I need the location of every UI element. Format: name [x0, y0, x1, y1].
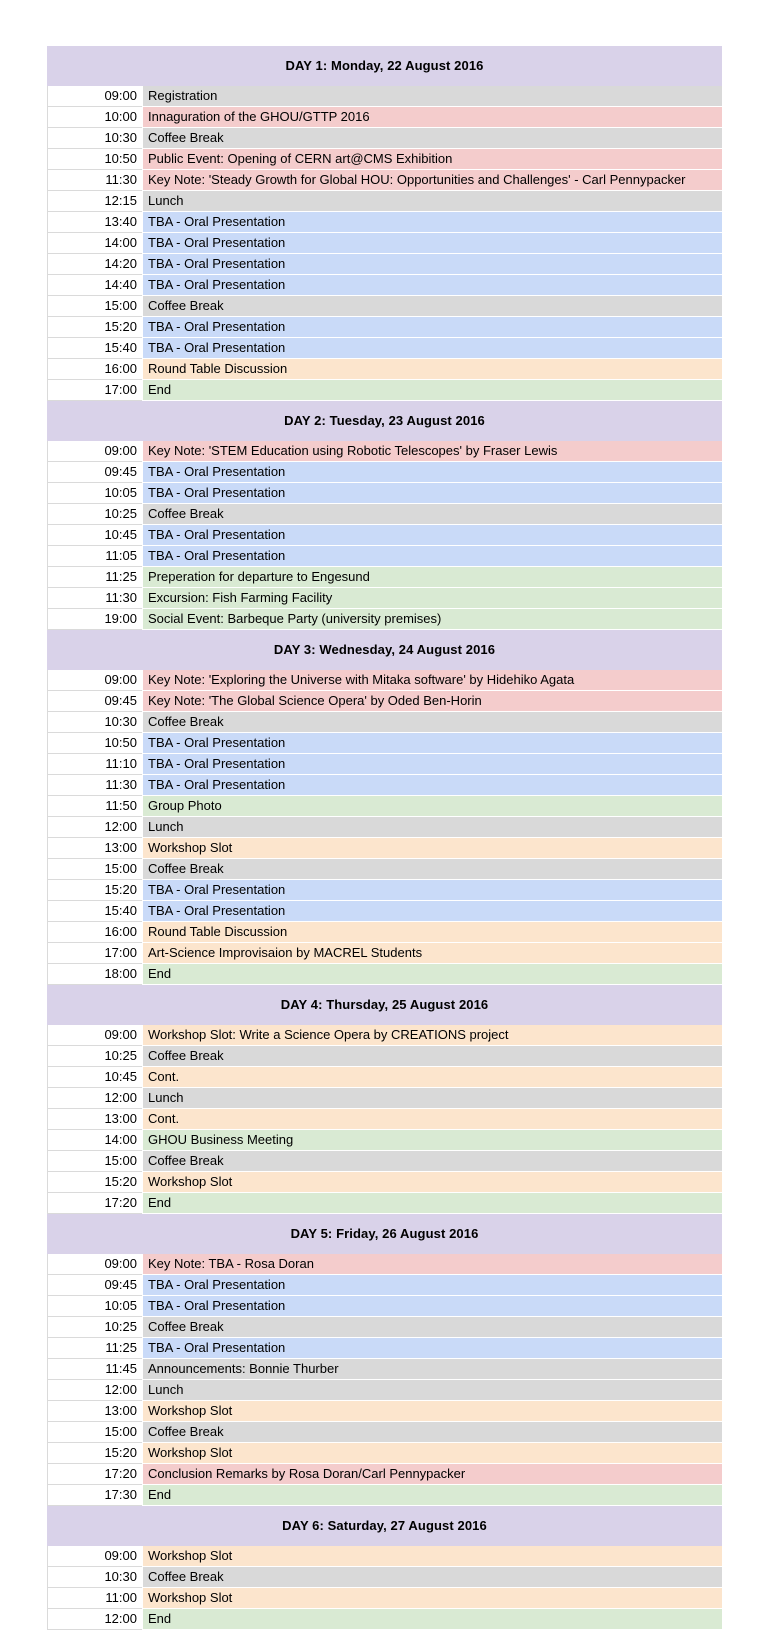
time-cell: 09:00: [47, 1546, 142, 1567]
schedule-row: [47, 1422, 722, 1443]
schedule-row: [47, 817, 722, 838]
day-header: DAY 3: Wednesday, 24 August 2016: [47, 630, 722, 670]
event-cell: Lunch: [142, 1088, 722, 1109]
schedule-row: [47, 149, 722, 170]
time-cell: 17:20: [47, 1193, 142, 1214]
schedule-row: [47, 441, 722, 462]
event-cell: Social Event: Barbeque Party (university premises): [142, 609, 722, 630]
event-cell: Art-Science Improvisaion by MACREL Students: [142, 943, 722, 964]
event-cell: Conclusion Remarks by Rosa Doran/Carl Pennypacker: [142, 1464, 722, 1485]
schedule-row: [47, 1588, 722, 1609]
event-cell: Lunch: [142, 191, 722, 212]
schedule-row: [47, 754, 722, 775]
schedule-row: [47, 1359, 722, 1380]
schedule-row: [47, 838, 722, 859]
event-cell: TBA - Oral Presentation: [142, 254, 722, 275]
schedule-row: [47, 691, 722, 712]
schedule-row: [47, 1609, 722, 1630]
event-cell: Coffee Break: [142, 1046, 722, 1067]
day-header: DAY 4: Thursday, 25 August 2016: [47, 985, 722, 1025]
time-cell: 17:00: [47, 943, 142, 964]
schedule-row: [47, 1464, 722, 1485]
time-cell: 09:00: [47, 441, 142, 462]
event-cell: Cont.: [142, 1067, 722, 1088]
time-cell: 12:00: [47, 1609, 142, 1630]
time-cell: 11:30: [47, 775, 142, 796]
event-cell: Key Note: TBA - Rosa Doran: [142, 1254, 722, 1275]
schedule-row: [47, 107, 722, 128]
event-cell: Group Photo: [142, 796, 722, 817]
schedule-row: [47, 1109, 722, 1130]
schedule-row: [47, 567, 722, 588]
event-cell: End: [142, 964, 722, 985]
schedule-row: [47, 1193, 722, 1214]
event-cell: TBA - Oral Presentation: [142, 233, 722, 254]
schedule-row: [47, 922, 722, 943]
schedule-row: [47, 504, 722, 525]
event-cell: TBA - Oral Presentation: [142, 525, 722, 546]
event-cell: Innaguration of the GHOU/GTTP 2016: [142, 107, 722, 128]
time-cell: 11:05: [47, 546, 142, 567]
schedule-row: [47, 1254, 722, 1275]
schedule-row: [47, 943, 722, 964]
schedule-row: [47, 1275, 722, 1296]
time-cell: 10:25: [47, 504, 142, 525]
event-cell: TBA - Oral Presentation: [142, 754, 722, 775]
event-cell: Lunch: [142, 817, 722, 838]
time-cell: 11:00: [47, 1588, 142, 1609]
time-cell: 10:30: [47, 712, 142, 733]
time-cell: 09:00: [47, 1025, 142, 1046]
event-cell: TBA - Oral Presentation: [142, 338, 722, 359]
schedule-row: [47, 796, 722, 817]
event-cell: TBA - Oral Presentation: [142, 901, 722, 922]
time-cell: 15:20: [47, 880, 142, 901]
time-cell: 15:40: [47, 901, 142, 922]
schedule-row: [47, 317, 722, 338]
schedule-row: [47, 380, 722, 401]
time-cell: 16:00: [47, 359, 142, 380]
schedule-row: [47, 1401, 722, 1422]
time-cell: 14:40: [47, 275, 142, 296]
schedule-row: [47, 901, 722, 922]
event-cell: Public Event: Opening of CERN art@CMS Exhibition: [142, 149, 722, 170]
schedule-row: [47, 1151, 722, 1172]
time-cell: 12:00: [47, 1380, 142, 1401]
time-cell: 17:00: [47, 380, 142, 401]
time-cell: 11:50: [47, 796, 142, 817]
time-cell: 15:00: [47, 859, 142, 880]
event-cell: TBA - Oral Presentation: [142, 733, 722, 754]
schedule-row: [47, 525, 722, 546]
schedule-row: [47, 1380, 722, 1401]
event-cell: Coffee Break: [142, 1151, 722, 1172]
event-cell: End: [142, 1485, 722, 1506]
time-cell: 09:45: [47, 691, 142, 712]
schedule-row: [47, 1130, 722, 1151]
schedule-row: [47, 609, 722, 630]
time-cell: 10:50: [47, 149, 142, 170]
event-cell: Workshop Slot: [142, 1443, 722, 1464]
time-cell: 10:25: [47, 1317, 142, 1338]
time-cell: 15:20: [47, 1443, 142, 1464]
schedule-row: [47, 546, 722, 567]
schedule-row: [47, 254, 722, 275]
event-cell: Workshop Slot: [142, 1172, 722, 1193]
time-cell: 10:05: [47, 483, 142, 504]
schedule-row: [47, 733, 722, 754]
event-cell: Key Note: 'Exploring the Universe with Mitaka software' by Hidehiko Agata: [142, 670, 722, 691]
event-cell: Key Note: 'STEM Education using Robotic Telescopes' by Fraser Lewis: [142, 441, 722, 462]
time-cell: 10:30: [47, 1567, 142, 1588]
time-cell: 17:20: [47, 1464, 142, 1485]
event-cell: Workshop Slot: [142, 1546, 722, 1567]
schedule-row: [47, 128, 722, 149]
event-cell: TBA - Oral Presentation: [142, 880, 722, 901]
event-cell: Round Table Discussion: [142, 922, 722, 943]
time-cell: 09:00: [47, 86, 142, 107]
event-cell: Announcements: Bonnie Thurber: [142, 1359, 722, 1380]
schedule-row: [47, 1338, 722, 1359]
event-cell: End: [142, 1609, 722, 1630]
schedule-row: [47, 1046, 722, 1067]
time-cell: 10:30: [47, 128, 142, 149]
event-cell: TBA - Oral Presentation: [142, 1296, 722, 1317]
day-header: DAY 1: Monday, 22 August 2016: [47, 46, 722, 86]
schedule-row: [47, 1485, 722, 1506]
time-cell: 15:00: [47, 296, 142, 317]
event-cell: Workshop Slot: [142, 838, 722, 859]
event-cell: Coffee Break: [142, 128, 722, 149]
time-cell: 17:30: [47, 1485, 142, 1506]
event-cell: Excursion: Fish Farming Facility: [142, 588, 722, 609]
schedule-row: [47, 1088, 722, 1109]
event-cell: TBA - Oral Presentation: [142, 483, 722, 504]
schedule-row: [47, 588, 722, 609]
event-cell: Workshop Slot: Write a Science Opera by CREATIONS project: [142, 1025, 722, 1046]
time-cell: 13:40: [47, 212, 142, 233]
schedule-row: [47, 462, 722, 483]
schedule-row: [47, 1317, 722, 1338]
time-cell: 11:30: [47, 170, 142, 191]
event-cell: Coffee Break: [142, 1567, 722, 1588]
schedule-row: [47, 483, 722, 504]
event-cell: TBA - Oral Presentation: [142, 1338, 722, 1359]
day-header: DAY 5: Friday, 26 August 2016: [47, 1214, 722, 1254]
time-cell: 11:45: [47, 1359, 142, 1380]
schedule-row: [47, 86, 722, 107]
time-cell: 13:00: [47, 1109, 142, 1130]
schedule-row: [47, 670, 722, 691]
event-cell: Coffee Break: [142, 1422, 722, 1443]
time-cell: 15:20: [47, 1172, 142, 1193]
time-cell: 11:25: [47, 567, 142, 588]
event-cell: GHOU Business Meeting: [142, 1130, 722, 1151]
time-cell: 13:00: [47, 838, 142, 859]
schedule-row: [47, 1067, 722, 1088]
event-cell: Workshop Slot: [142, 1588, 722, 1609]
day-header: DAY 2: Tuesday, 23 August 2016: [47, 401, 722, 441]
event-cell: TBA - Oral Presentation: [142, 317, 722, 338]
schedule-row: [47, 1296, 722, 1317]
time-cell: 12:00: [47, 817, 142, 838]
event-cell: End: [142, 380, 722, 401]
schedule-row: [47, 170, 722, 191]
event-cell: TBA - Oral Presentation: [142, 462, 722, 483]
time-cell: 19:00: [47, 609, 142, 630]
time-cell: 11:30: [47, 588, 142, 609]
event-cell: Lunch: [142, 1380, 722, 1401]
time-cell: 14:00: [47, 1130, 142, 1151]
time-cell: 12:00: [47, 1088, 142, 1109]
schedule-row: [47, 712, 722, 733]
event-cell: Workshop Slot: [142, 1401, 722, 1422]
time-cell: 13:00: [47, 1401, 142, 1422]
conference-schedule-table: [47, 46, 722, 1630]
time-cell: 09:45: [47, 462, 142, 483]
schedule-row: [47, 859, 722, 880]
time-cell: 10:45: [47, 1067, 142, 1088]
event-cell: TBA - Oral Presentation: [142, 775, 722, 796]
event-cell: Preperation for departure to Engesund: [142, 567, 722, 588]
event-cell: Coffee Break: [142, 859, 722, 880]
schedule-row: [47, 212, 722, 233]
time-cell: 14:00: [47, 233, 142, 254]
time-cell: 10:25: [47, 1046, 142, 1067]
schedule-row: [47, 233, 722, 254]
schedule-row: [47, 964, 722, 985]
time-cell: 11:25: [47, 1338, 142, 1359]
event-cell: Key Note: 'Steady Growth for Global HOU: Opportunities and Challenges' - Carl Pennypacker: [142, 170, 722, 191]
time-cell: 10:50: [47, 733, 142, 754]
schedule-row: [47, 191, 722, 212]
event-cell: Registration: [142, 86, 722, 107]
time-cell: 10:00: [47, 107, 142, 128]
time-cell: 14:20: [47, 254, 142, 275]
schedule-row: [47, 338, 722, 359]
event-cell: Cont.: [142, 1109, 722, 1130]
time-cell: 11:10: [47, 754, 142, 775]
schedule-row: [47, 1025, 722, 1046]
schedule-row: [47, 359, 722, 380]
schedule-row: [47, 880, 722, 901]
time-cell: 10:45: [47, 525, 142, 546]
time-cell: 09:00: [47, 1254, 142, 1275]
event-cell: Key Note: 'The Global Science Opera' by Oded Ben-Horin: [142, 691, 722, 712]
time-cell: 09:45: [47, 1275, 142, 1296]
time-cell: 18:00: [47, 964, 142, 985]
event-cell: Coffee Break: [142, 296, 722, 317]
time-cell: 15:00: [47, 1422, 142, 1443]
schedule-row: [47, 1546, 722, 1567]
schedule-row: [47, 1172, 722, 1193]
time-cell: 10:05: [47, 1296, 142, 1317]
time-cell: 15:00: [47, 1151, 142, 1172]
event-cell: Round Table Discussion: [142, 359, 722, 380]
event-cell: Coffee Break: [142, 504, 722, 525]
event-cell: Coffee Break: [142, 712, 722, 733]
schedule-row: [47, 1443, 722, 1464]
time-cell: 15:20: [47, 317, 142, 338]
time-cell: 12:15: [47, 191, 142, 212]
time-cell: 16:00: [47, 922, 142, 943]
schedule-row: [47, 296, 722, 317]
event-cell: TBA - Oral Presentation: [142, 1275, 722, 1296]
schedule-row: [47, 275, 722, 296]
event-cell: End: [142, 1193, 722, 1214]
time-cell: 15:40: [47, 338, 142, 359]
event-cell: TBA - Oral Presentation: [142, 546, 722, 567]
day-header: DAY 6: Saturday, 27 August 2016: [47, 1506, 722, 1546]
schedule-row: [47, 1567, 722, 1588]
event-cell: Coffee Break: [142, 1317, 722, 1338]
schedule-row: [47, 775, 722, 796]
time-cell: 09:00: [47, 670, 142, 691]
event-cell: TBA - Oral Presentation: [142, 275, 722, 296]
event-cell: TBA - Oral Presentation: [142, 212, 722, 233]
